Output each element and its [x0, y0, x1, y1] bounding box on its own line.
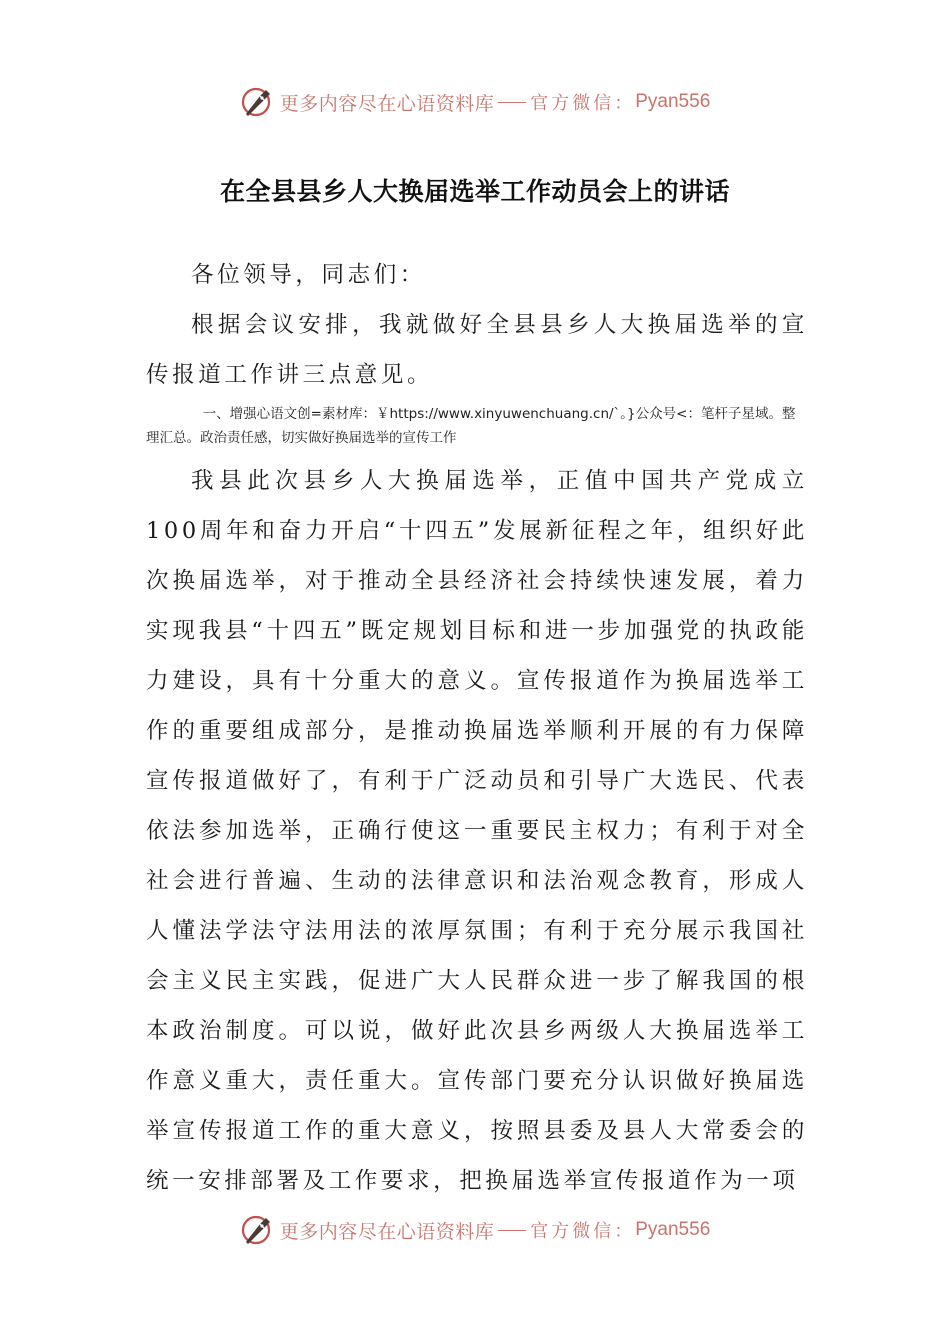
- banner-official-label: 官方微信：: [530, 93, 636, 114]
- header-banner: [0, 80, 950, 124]
- section-heading-paragraph: 一、增强心语文创=素材库：￥https://www.xinyuwenchuang.cn/`。}公众号<：笔杆子星域。整理汇总。政治责任感，切实做好换届选举的宣传工作: [146, 406, 796, 446]
- banner-text: 更多内容尽在心语资料库: [279, 92, 495, 115]
- pen-nib-logo-icon: [240, 1212, 276, 1248]
- body-paragraph: 我县此次县乡人大换届选举，正值中国共产党成立100周年和奋力开启“十四五”发展新征程之年，组织好此次换届选举，对于推动全县经济社会持续快速发展，着力实现我县“十四五”既定规划目标和进一步加强党的执政能力建设，具有十分重大的意义。宣传报道作为换届选举工作的重要组成部分，是推动换届选举顺利开展的有力保障宣传报道做好了，有利于广泛动员和引导广大选民、代表依法参加选举，正确行使这一重要民主权力；有利于对全社会进行普遍、生动的法律意识和法治观念教育，形成人人懂法学法守法用法的浓厚氛围；有利于充分展示我国社会主义民主实践，促进广大人民群众进一步了解我国的根本政治制度。可以说，做好此次县乡两级人大换届选举工作意义重大，责任重大。宣传部门要充分认识做好换届选举宣传报道工作的重大意义，按照县委及县人大常委会的统一安排部署及工作要求，把换届选举宣传报道作为一项: [146, 468, 808, 1194]
- banner-wechat-id: Pyan556: [635, 91, 711, 112]
- banner-official-label: 官方微信：: [530, 1221, 636, 1242]
- document-title: 在全县县乡人大换届选举工作动员会上的讲话: [219, 177, 730, 206]
- banner-text: 更多内容尽在心语资料库: [279, 1220, 495, 1243]
- greeting-paragraph: 各位领导，同志们：: [191, 262, 426, 288]
- intro-paragraph: 根据会议安排，我就做好全县县乡人大换届选举的宣传报道工作讲三点意见。: [146, 312, 808, 388]
- footer-banner: [0, 1208, 950, 1252]
- banner-dash: [498, 1230, 526, 1231]
- banner-dash: [498, 102, 526, 103]
- pen-nib-logo-icon: [240, 84, 276, 120]
- banner-wechat-id: Pyan556: [635, 1219, 711, 1240]
- document-body: [146, 250, 808, 1206]
